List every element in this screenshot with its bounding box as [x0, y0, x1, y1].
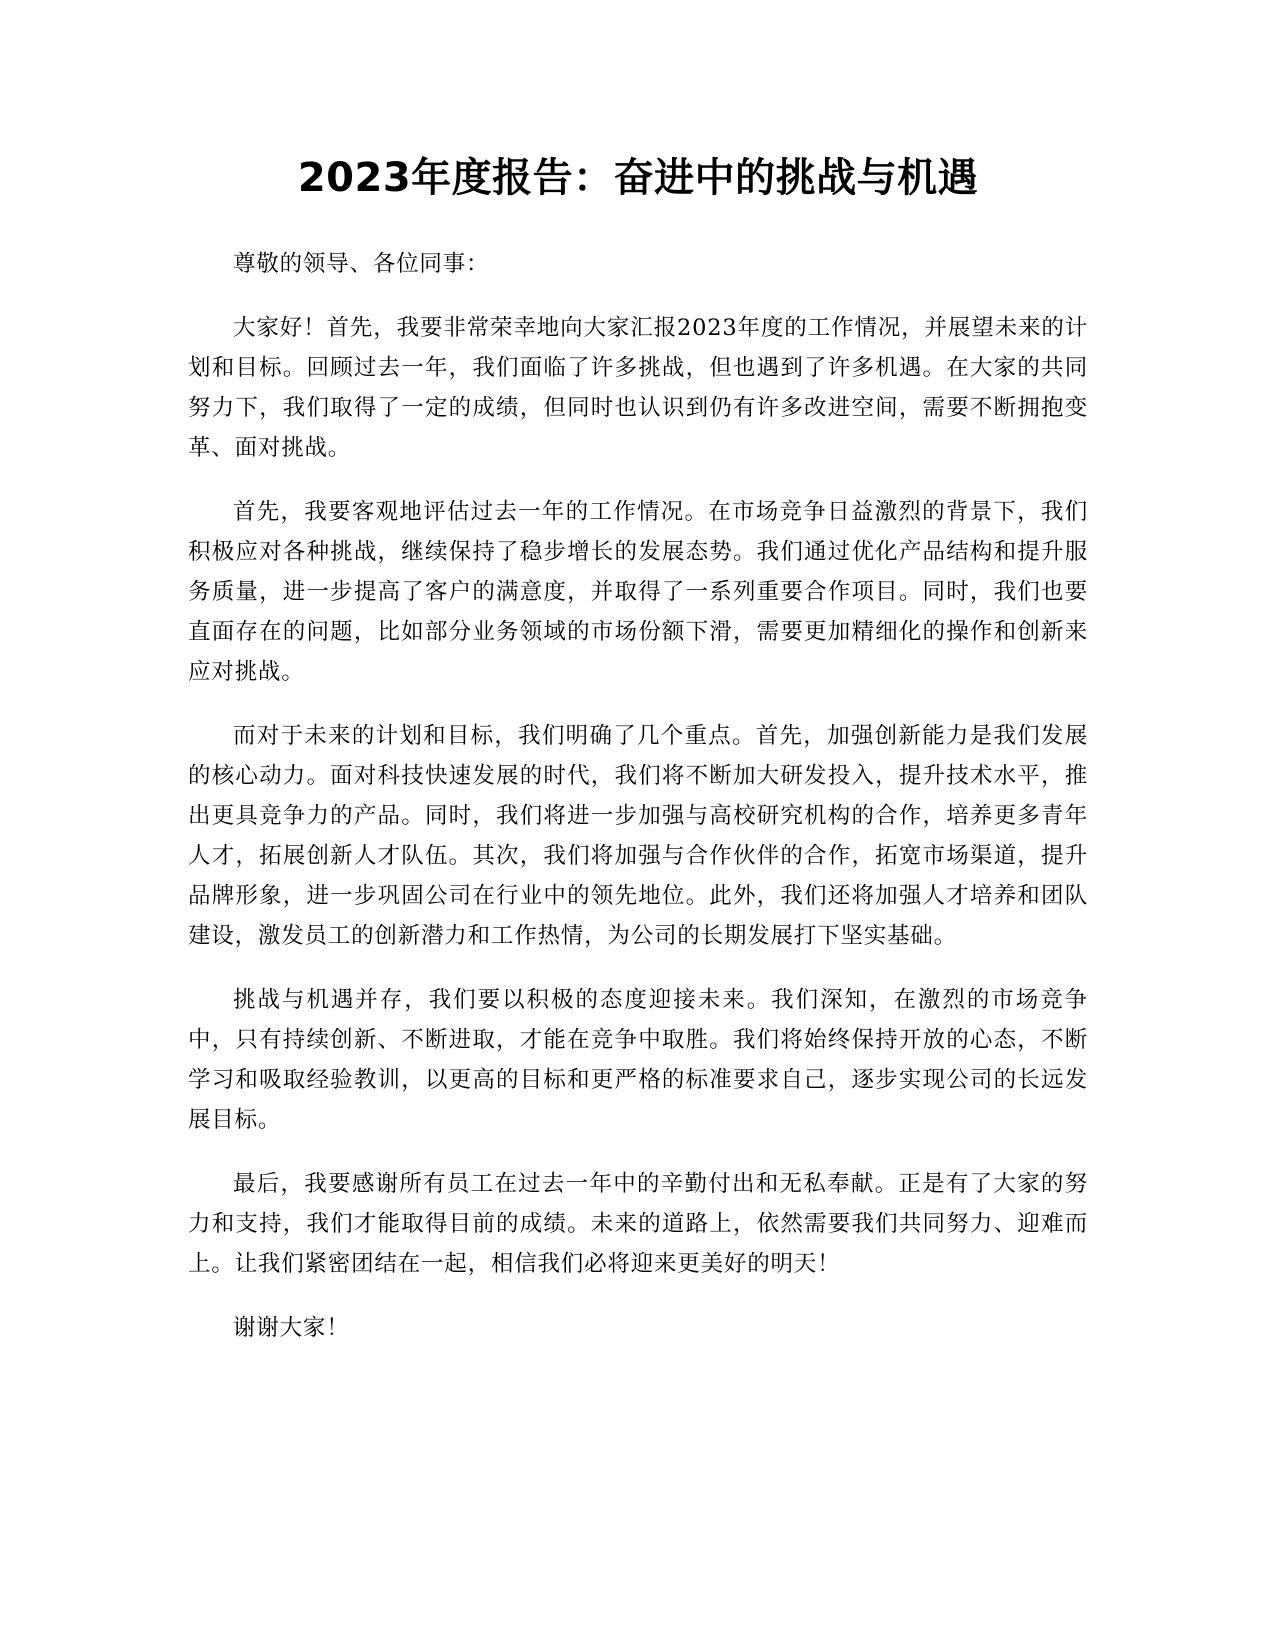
body-paragraph: 大家好！首先，我要非常荣幸地向大家汇报2023年度的工作情况，并展望未来的计划和目标。回顾过去一年，我们面临了许多挑战，但也遇到了许多机遇。在大家的共同努力下，我们取得了一定的成绩，但同时也认识到仍有许多改进空间，需要不断拥抱变革、面对挑战。 [188, 315, 1088, 461]
body-paragraph: 最后，我要感谢所有员工在过去一年中的辛勤付出和无私奉献。正是有了大家的努力和支持，我们才能取得目前的成绩。未来的道路上，依然需要我们共同努力、迎难而上。让我们紧密团结在一起，相信我们必将迎来更美好的明天！ [188, 1171, 1088, 1277]
salutation-paragraph: 尊敬的领导、各位同事： [233, 251, 490, 277]
document-title: 2023年度报告：奋进中的挑战与机遇 [297, 155, 979, 201]
body-paragraph: 挑战与机遇并存，我们要以积极的态度迎接未来。我们深知，在激烈的市场竞争中，只有持续创新、不断进取，才能在竞争中取胜。我们将始终保持开放的心态，不断学习和吸取经验教训，以更高的目标和更严格的标准要求自己，逐步实现公司的长远发展目标。 [188, 987, 1088, 1133]
closing-paragraph: 谢谢大家！ [233, 1315, 350, 1341]
body-paragraph: 而对于未来的计划和目标，我们明确了几个重点。首先，加强创新能力是我们发展的核心动力。面对科技快速发展的时代，我们将不断加大研发投入，提升技术水平，推出更具竞争力的产品。同时，我们将进一步加强与高校研究机构的合作，培养更多青年人才，拓展创新人才队伍。其次，我们将加强与合作伙伴的合作，拓宽市场渠道，提升品牌形象，进一步巩固公司在行业中的领先地位。此外，我们还将加强人才培养和团队建设，激发员工的创新潜力和工作热情，为公司的长期发展打下坚实基础。 [188, 723, 1088, 949]
document-page [188, 138, 1088, 1372]
body-paragraph: 首先，我要客观地评估过去一年的工作情况。在市场竞争日益激烈的背景下，我们积极应对各种挑战，继续保持了稳步增长的发展态势。我们通过优化产品结构和提升服务质量，进一步提高了客户的满意度，并取得了一系列重要合作项目。同时，我们也要直面存在的问题，比如部分业务领域的市场份额下滑，需要更加精细化的操作和创新来应对挑战。 [188, 499, 1088, 685]
document-body [188, 244, 1088, 1348]
